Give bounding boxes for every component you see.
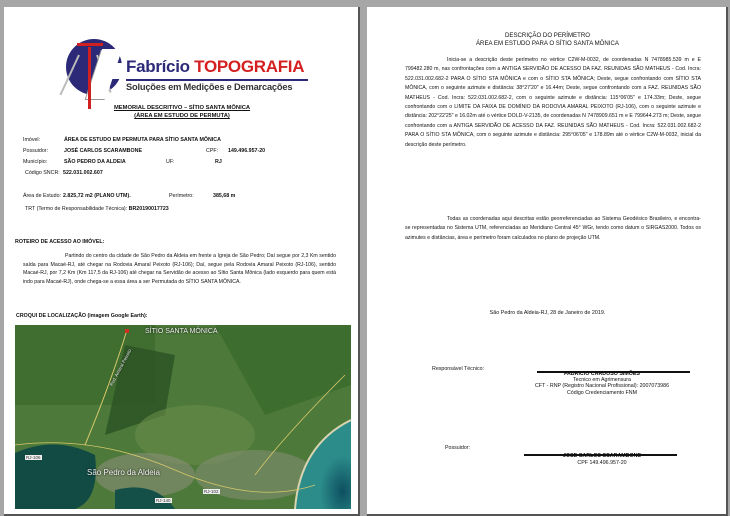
- possuidor-cpf: CPF 149.496.957-20: [577, 460, 627, 467]
- trt-line: [25, 206, 169, 212]
- responsavel-name: FABRICIO CARDOSO SIMÕES: [564, 371, 640, 377]
- croqui-heading: CROQUI DE LOCALIZAÇÃO (imagem Google Earth):: [16, 313, 148, 319]
- place-and-date: São Pedro da Aldeia-RJ, 28 de Janeiro de 2019.: [489, 310, 606, 316]
- company-logo: [58, 33, 318, 109]
- logo-tagline: Soluções em Medições e Demarcações: [126, 82, 293, 92]
- document-title: MEMORIAL DESCRITIVO – SÍTIO SANTA MÔNICA: [113, 105, 251, 111]
- perimetro-value: 385,68 m: [213, 193, 236, 199]
- responsavel-label: Responsável Técnico:: [432, 366, 485, 372]
- roteiro-paragraph: Partindo do centro da cidade de São Pedro da Aldeia em frente a Igreja de São Pedro; Daí segue por 2,3 Km sentido saída para Macaé-RJ, até chegar na Rodovia Amaral Peixoto (RJ-106); Daí, segue pela Rodovia Amaral Peixoto (RJ-106), sentido Macaé-RJ, por 7,2 Km (Km 117,5 da RJ-106) até chegar na Servidão de acesso ao Sítio Santa Mônica (lado esquerdo para quem está indo para Macaé-RJ), onde chega-se a essa área a ser Permutada do SÍTIO SANTA MÔNICA.: [23, 253, 336, 286]
- imovel-value: ÁREA DE ESTUDO EM PERMUTA PARA SÍTIO SANTA MÔNICA: [64, 137, 221, 143]
- municipio-value: SÃO PEDRO DA ALDEIA: [64, 159, 126, 165]
- logo-f-mark-icon: [103, 63, 126, 79]
- map-label-site: SÍTIO SANTA MÔNICA: [145, 328, 218, 335]
- document-page-2: [367, 7, 728, 516]
- uf-label: UF:: [166, 159, 175, 165]
- theodolite-icon: [77, 43, 103, 46]
- trt-value: BR20190017723: [128, 206, 169, 212]
- map-label-city: São Pedro da Aldeia: [87, 468, 160, 477]
- perimeter-subheading: ÁREA EM ESTUDO PARA O SÍTIO SANTA MÔNICA: [475, 40, 619, 47]
- cpf-label: CPF:: [206, 148, 219, 154]
- uf-value: RJ: [215, 159, 222, 165]
- perimeter-description: Inicia-se a descrição deste perímetro no vértice C2W-M-0032, de coordenadas N 7478985.539 m e E 799482.280 m, nas confrontações com a ANTIGA SERVIDÃO DE ACESSO DA FAZ. REUNIDAS SÃO MATHEUS - Cod. Incra: 522.031.002.682-2 PARA O SÍTIO STA MÔNICA e com o SÍTIO STA MÔNICA; Deste, segue confrontando com SÍTIO STA MÔNICA, com o seguinte azimute e distância: 38°27'20" e 16.44m; Deste, segue confrontando com a FAZ. REUNIDAS SÃO MATHEUS - Cod. Incra: 522.031.002.682-2, com o seguinte azimute e distância: 115°06'05" e 174.33m; Deste, segue confrontando com o LIMITE DA FAIXA DE DOMÍNIO DA RODOVIA AMARAL PEIXOTO (RJ-106), com o seguinte azimute e distância: 202°22'25" e 16.02m até o vértice DOLD-V-2135, de coordenadas N 7478909.651 m e E 799644.273 m; Deste, segue confrontando com a ANTIGA SERVIDÃO DE ACESSO DA FAZ. REUNIDAS SÃO MATHEUS - Cod. Incra: 522.031.002.682-2 PARA O SÍTIO STA MÔNICA, com o seguinte azimute e distância: 295°06'05" e 178.89m até o vértice C2W-M-0032, inicial da descrição deste perímetro.: [405, 57, 701, 148]
- document-subtitle: (ÁREA EM ESTUDO DE PERMUTA): [134, 113, 230, 119]
- responsavel-credential: Código Credenciamento FNM: [566, 389, 638, 396]
- possuidor-signature-block: [517, 453, 687, 466]
- possuidor-label: Possuidor:: [23, 148, 49, 154]
- sncr-value: 522.031.002.607: [63, 170, 103, 176]
- responsavel-registration: CFT - RNP (Registro Nacional Profissional): 2007073986: [534, 383, 670, 390]
- logo-name-part2: TOPOGRAFIA: [194, 57, 305, 76]
- map-label-road: Rod. Amaral Peixoto: [108, 348, 133, 387]
- document-page-1: [4, 7, 360, 516]
- logo-name-part1: Fabrício: [126, 57, 190, 76]
- sncr-label: Código SNCR:: [25, 170, 60, 176]
- map-road-tag: RJ-140: [156, 498, 171, 503]
- logo-divider: [126, 79, 308, 81]
- roteiro-heading: ROTEIRO DE ACESSO AO IMÓVEL:: [15, 239, 105, 245]
- map-road-tag: RJ-106: [26, 455, 41, 460]
- site-marker-icon: [125, 329, 129, 333]
- cpf-value: 149.496.957-20: [228, 148, 266, 154]
- trt-label: TRT (Termo de Responsabilidade Técnica):: [25, 206, 128, 212]
- coordinates-note: Todas as coordenadas aqui descritas estão georreferenciadas ao Sistema Geodésico Brasileiro, e encontra-se representadas no Sistema UTM, referenciadas ao Meridiano Central 45° WGr, tendo como datum o SIRGAS2000. Todos os azimutes e distâncias, área e perímetro foram calculados no plano de projeção UTM.: [405, 216, 701, 241]
- location-map-image: [15, 325, 351, 509]
- imovel-label: Imóvel:: [23, 137, 41, 143]
- satellite-imagery: [15, 325, 351, 509]
- possuidor-value: JOSÉ CARLOS SCARAMBONE: [64, 148, 142, 154]
- map-road-tag: RJ-102: [204, 489, 219, 494]
- perimeter-heading: DESCRIÇÃO DO PERÍMETRO: [505, 32, 590, 39]
- area-label: Área de Estudo:: [23, 193, 61, 199]
- possuidor-name: JOSE CARLOS SCARAMBONE: [563, 453, 641, 459]
- possuidor-sign-label: Possuidor:: [445, 445, 471, 451]
- tripod-pole-icon: [88, 47, 91, 109]
- responsavel-signature-block: [517, 371, 687, 396]
- perimetro-label: Perímetro:: [169, 193, 194, 199]
- municipio-label: Município:: [23, 159, 48, 165]
- responsavel-title: Tecnico em Agrimensura: [573, 377, 631, 384]
- logo-company-name: [126, 57, 304, 77]
- area-value: 2.825,72 m2 (PLANO UTM).: [63, 193, 131, 199]
